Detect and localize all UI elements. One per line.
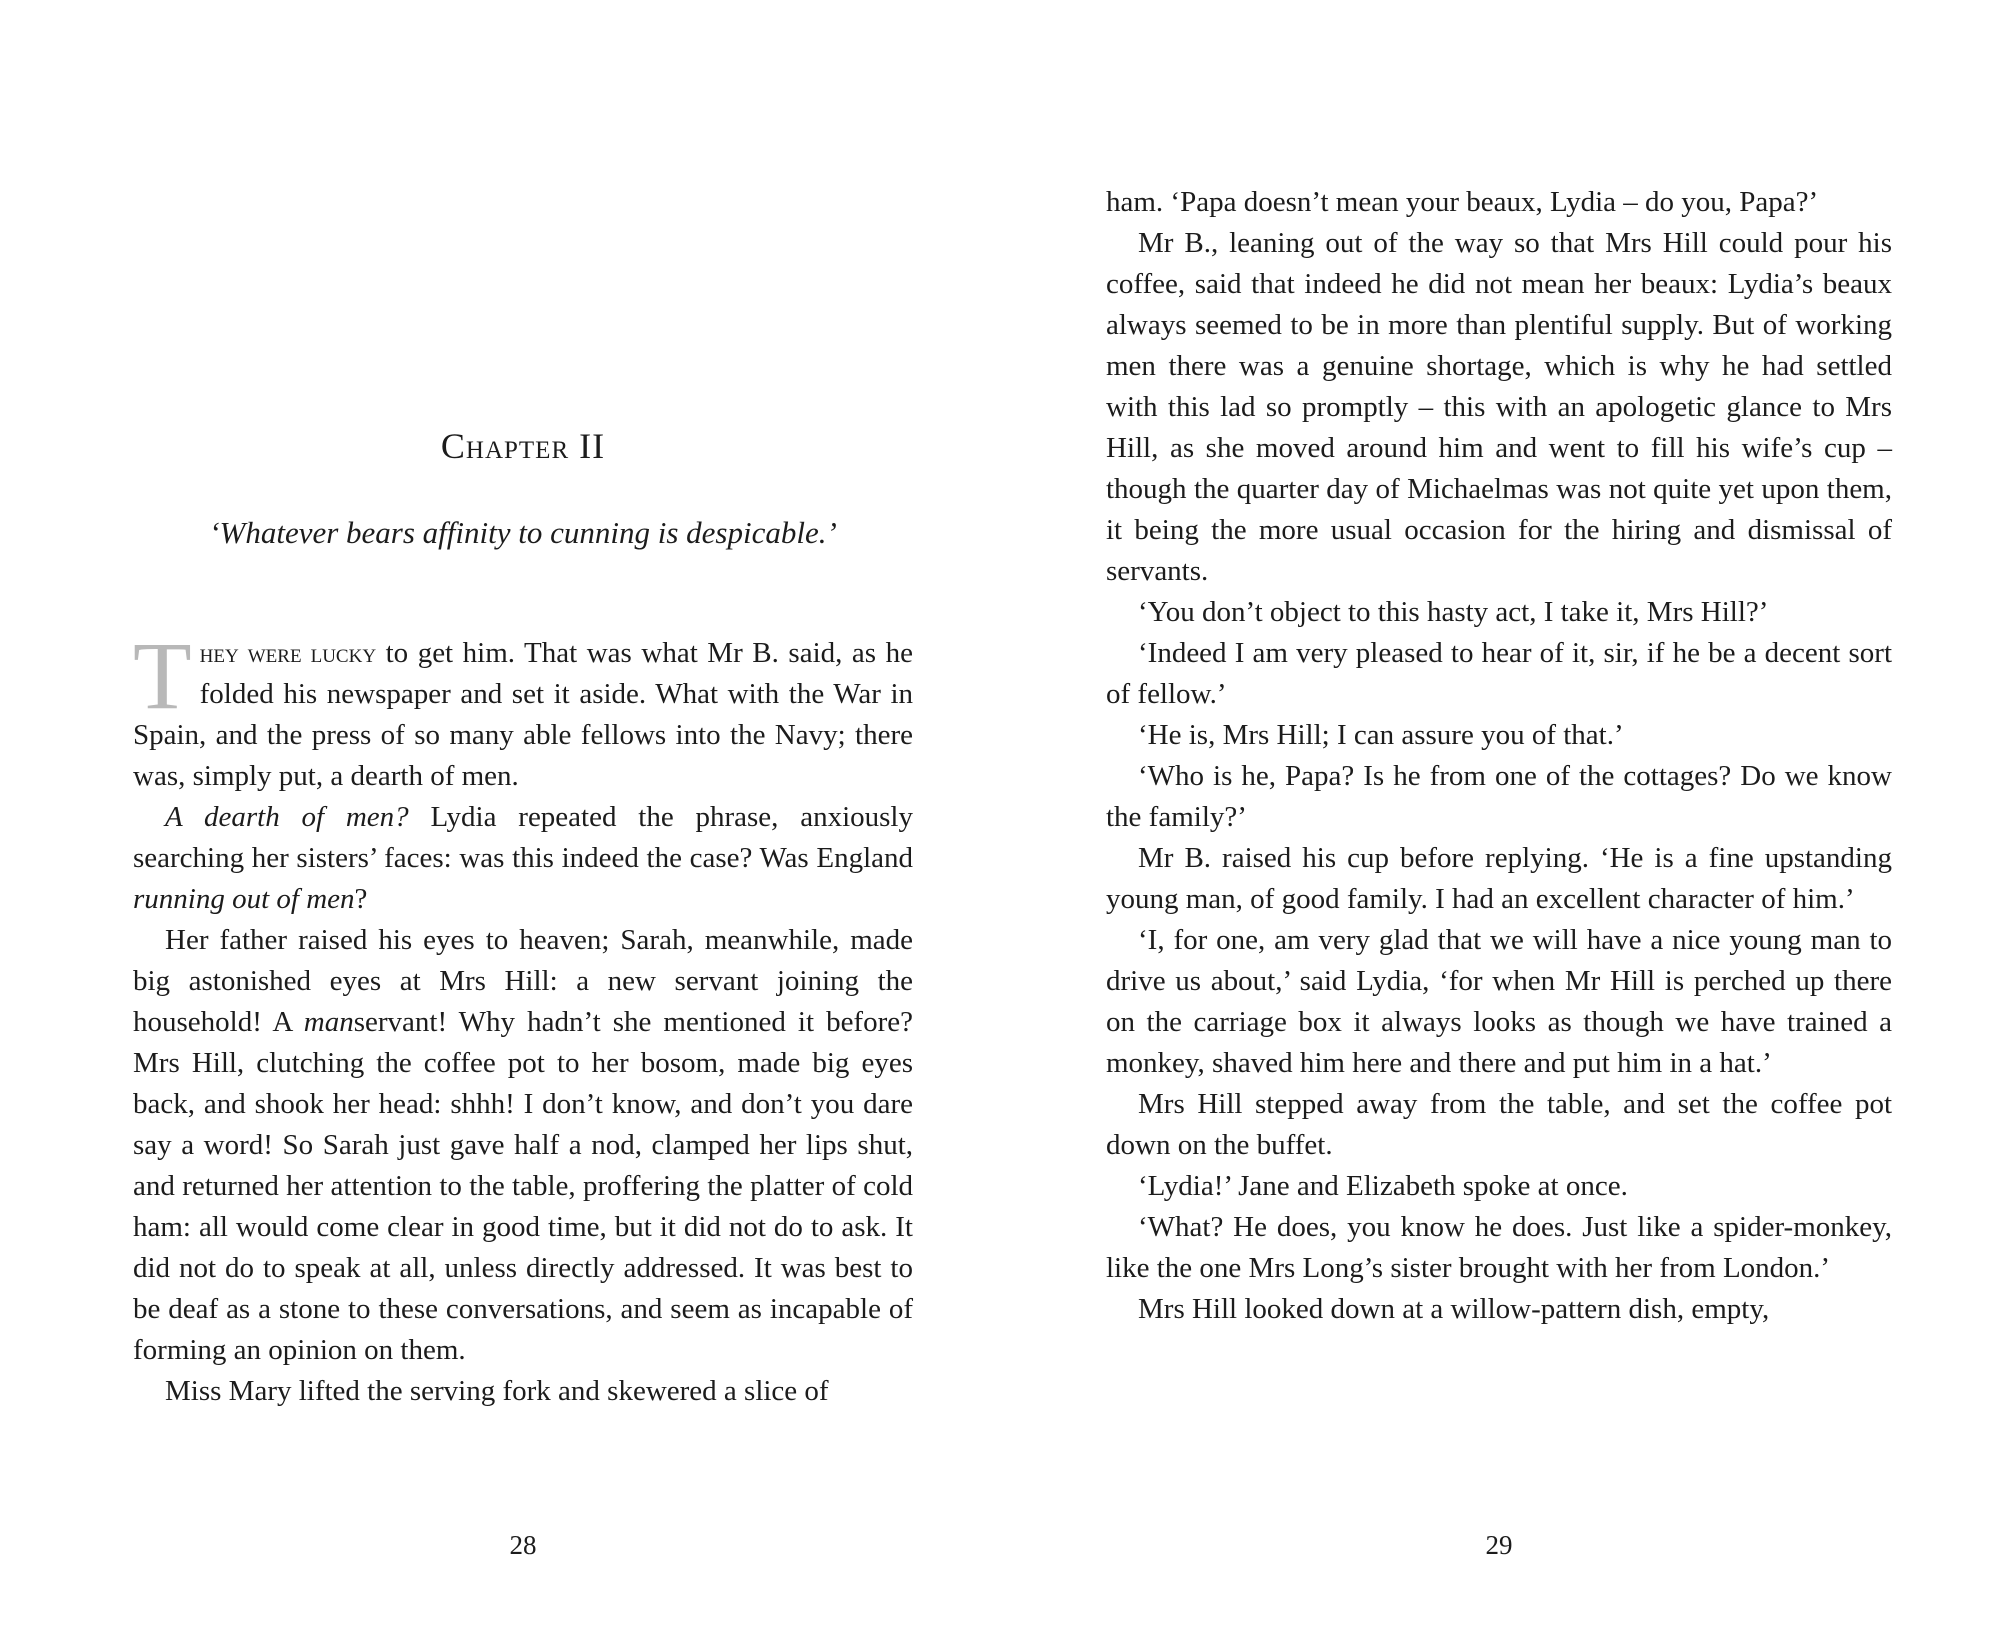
chapter-title: Chapter II	[440, 426, 606, 466]
paragraph: ‘You don’t object to this hasty act, I take it, Mrs Hill?’	[1138, 596, 1769, 628]
italic-text: A dearth of men?	[165, 801, 409, 833]
paragraph: ‘Who is he, Papa? Is he from one of the cottages? Do we know the family?’	[1106, 760, 1892, 833]
lead-in-small-caps: hey were lucky	[199, 638, 377, 668]
left-body-text	[133, 622, 913, 1412]
page-number: 29	[1485, 1530, 1513, 1560]
left-page	[133, 0, 913, 1639]
paragraph: Mr B. raised his cup before replying. ‘He is a fine upstanding young man, of good family. I had an excellent character of him.’	[1106, 842, 1892, 915]
paragraph-text: servant! Why hadn’t she mentioned it before? Mrs Hill, clutching the coffee pot to her bosom, made big eyes back, and shook her head: shhh! I don’t know, and don’t you dare say a word! So Sarah just gave half a nod, clamped her lips shut, and returned her attention to the table, proffering the platter of cold ham: all would come clear in good time, but it did not do to ask. It did not do to speak at all, unless directly addressed. It was best to be deaf as a stone to these conversations, and seem as incapable of forming an opinion on them.	[133, 1006, 913, 1366]
paragraph	[133, 920, 913, 1371]
paragraph-text: Lydia repeated the phrase, anxiously searching her sisters’ faces: was this indeed the case? Was England	[133, 801, 913, 874]
paragraph: Mr B., leaning out of the way so that Mrs Hill could pour his coffee, said that indeed he did not mean her beaux: Lydia’s beaux always seemed to be in more than plentiful supply. But of working men there was a genuine shortage, which is why he had settled with this lad so promptly – this with an apologetic glance to Mrs Hill, as she moved around him and went to fill his wife’s cup – though the quarter day of Michaelmas was not quite yet upon them, it being the more usual occasion for the hiring and dismissal of servants.	[1106, 227, 1892, 587]
right-page	[1106, 0, 1892, 1639]
italic-text: running out of men	[133, 883, 355, 915]
drop-cap: T	[133, 622, 192, 729]
paragraph	[133, 622, 913, 797]
paragraph-text: ?	[354, 883, 368, 915]
epigraph: ‘Whatever bears affinity to cunning is despicable.’	[209, 515, 837, 550]
page-number: 28	[509, 1530, 537, 1560]
paragraph: ‘Indeed I am very pleased to hear of it, sir, if he be a decent sort of fellow.’	[1106, 637, 1892, 710]
paragraph: ‘Lydia!’ Jane and Elizabeth spoke at once.	[1138, 1170, 1628, 1202]
paragraph: Mrs Hill looked down at a willow-pattern dish, empty,	[1138, 1293, 1770, 1325]
paragraph-text: to get him. That was what Mr B. said, as he folded his newspaper and set it aside. What with the War in Spain, and the press of so many able fellows into the Navy; there was, simply put, a dearth of men.	[133, 637, 913, 792]
paragraph: ham. ‘Papa doesn’t mean your beaux, Lydia – do you, Papa?’	[1106, 186, 1819, 218]
paragraph: ‘He is, Mrs Hill; I can assure you of that.’	[1138, 719, 1624, 751]
paragraph: Mrs Hill stepped away from the table, and set the coffee pot down on the buffet.	[1106, 1088, 1892, 1161]
paragraph-text: Her father raised his eyes to heaven; Sarah, meanwhile, made big astonished eyes at Mrs Hill: a new servant joining the household! A	[133, 924, 913, 1038]
paragraph: ‘What? He does, you know he does. Just like a spider-monkey, like the one Mrs Long’s sister brought with her from London.’	[1106, 1211, 1892, 1284]
paragraph	[133, 797, 913, 920]
paragraph-text: Miss Mary lifted the serving fork and skewered a slice of	[165, 1375, 829, 1407]
paragraph: ‘I, for one, am very glad that we will have a nice young man to drive us about,’ said Lydia, ‘for when Mr Hill is perched up there on the carriage box it always looks as though we have trained a monkey, shaved him here and there and put him in a hat.’	[1106, 924, 1892, 1079]
right-body-text	[1106, 182, 1892, 1330]
italic-text: man	[303, 1006, 354, 1038]
paragraph	[133, 1371, 913, 1412]
